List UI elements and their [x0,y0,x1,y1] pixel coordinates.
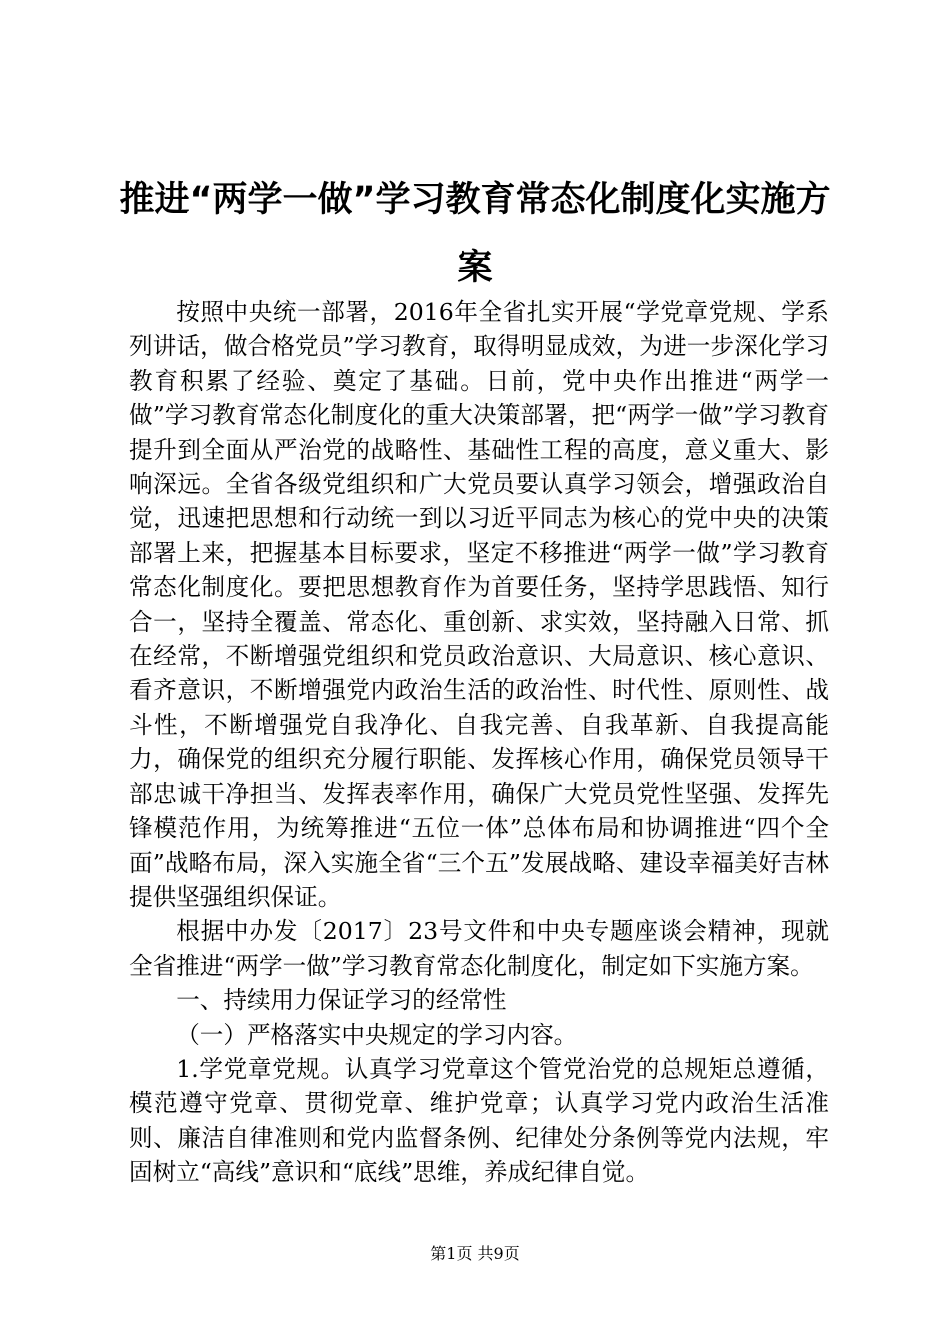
paragraph-intro: 按照中央统一部署，2016年全省扎实开展“学党章党规、学系列讲话，做合格党员”学习教育，取得明显成效，为进一步深化学习教育积累了经验、奠定了基础。日前，党中央作出推进“两学一做”学习教育常态化制度化的重大决策部署，把“两学一做”学习教育提升到全面从严治党的战略性、基础性工程的高度，意义重大、影响深远。全省各级党组织和广大党员要认真学习领会，增强政治自觉，迅速把思想和行动统一到以习近平同志为核心的党中央的决策部署上来，把握基本目标要求，坚定不移推进“两学一做”学习教育常态化制度化。要把思想教育作为首要任务，坚持学思践悟、知行合一，坚持全覆盖、常态化、重创新、求实效，坚持融入日常、抓在经常，不断增强党组织和党员政治意识、大局意识、核心意识、看齐意识，不断增强党内政治生活的政治性、时代性、原则性、战斗性，不断增强党自我净化、自我完善、自我革新、自我提高能力，确保党的组织充分履行职能、发挥核心作用，确保党员领导干部忠诚干净担当、发挥表率作用，确保广大党员党性坚强、发挥先锋模范作用，为统筹推进“五位一体”总体布局和协调推进“四个全面”战略布局，深入实施全省“三个五”发展战略、建设幸福美好吉林提供坚强组织保证。 [129,298,829,911]
paragraph-basis: 根据中办发〔2017〕23号文件和中央专题座谈会精神，现就全省推进“两学一做”学习教育常态化制度化，制定如下实施方案。 [129,917,829,980]
subsection-heading-1: （一）严格落实中央规定的学习内容。 [176,1020,578,1049]
document-title: 推进“两学一做”学习教育常态化制度化实施方案 [119,180,831,288]
paragraph-item-1: 1.学党章党规。认真学习党章这个管党治党的总规矩总遵循，模范遵守党章、贯彻党章、维护党章；认真学习党内政治生活准则、廉洁自律准则和党内监督条例、纪律处分条例等党内法规，牢固树立“高线”意识和“底线”思维，养成纪律自觉。 [129,1054,829,1187]
page-number-footer: 第1页 共9页 [430,1244,520,1263]
section-heading-1: 一、持续用力保证学习的经常性 [176,986,507,1015]
document-body [129,295,829,1190]
